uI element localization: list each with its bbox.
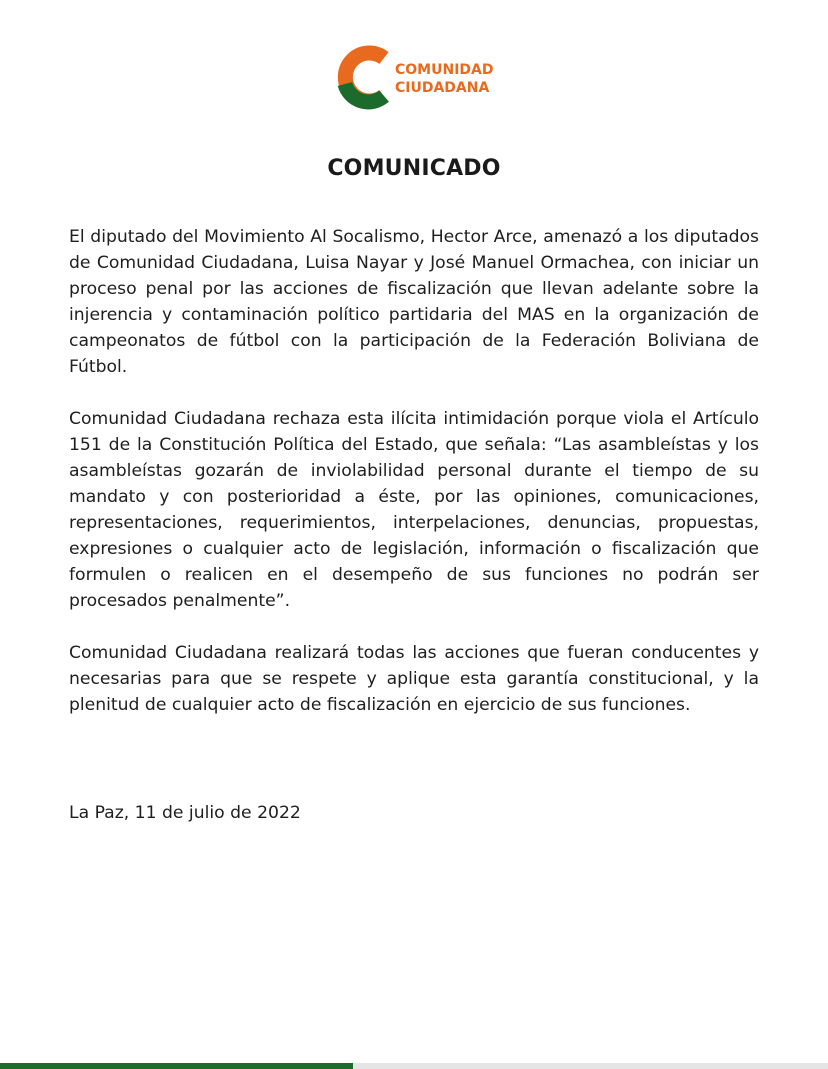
place-and-date: La Paz, 11 de julio de 2022: [69, 803, 301, 823]
logo-line-2: CIUDADANA: [395, 80, 490, 96]
paragraph-3: Comunidad Ciudadana realizará todas las acciones que fueran conducentes y necesarias para que se respete y aplique esta garantía constitucional, y la plenitud de cualquier acto de fiscalización en ejercicio de sus funciones.: [69, 643, 759, 715]
paragraph-2: Comunidad Ciudadana rechaza esta ilícita intimidación porque viola el Artículo 151 de la Constitución Política del Estado, que señala: “Las asambleístas y los asambleístas gozarán de inviolabilidad personal durante el tiempo de su mandato y con posterioridad a éste, por las opiniones, comunicaciones, representaciones, requerimientos, interpelaciones, denuncias, propuestas, expresiones o cualquier acto de legislación, información o fiscalización que formulen o realicen en el desempeño de sus funciones no podrán ser procesados penalmente”.: [69, 409, 759, 611]
footer-accent: [0, 1063, 353, 1069]
document-body: [69, 224, 759, 744]
document-title: COMUNICADO: [327, 156, 501, 181]
c-logo-icon: [336, 44, 392, 110]
footer-bar: [0, 1063, 828, 1069]
paragraph-1: El diputado del Movimiento Al Socalismo, Hector Arce, amenazó a los diputados de Comunidad Ciudadana, Luisa Nayar y José Manuel Ormachea, con iniciar un proceso penal por las acciones de fiscalización que llevan adelante sobre la injerencia y contaminación político partidaria del MAS en la organización de campeonatos de fútbol con la participación de la Federación Boliviana de Fútbol.: [69, 227, 759, 377]
logo-line-1: COMUNIDAD: [395, 62, 494, 78]
logo-wordmark: [395, 61, 493, 97]
organization-logo: [336, 44, 496, 110]
